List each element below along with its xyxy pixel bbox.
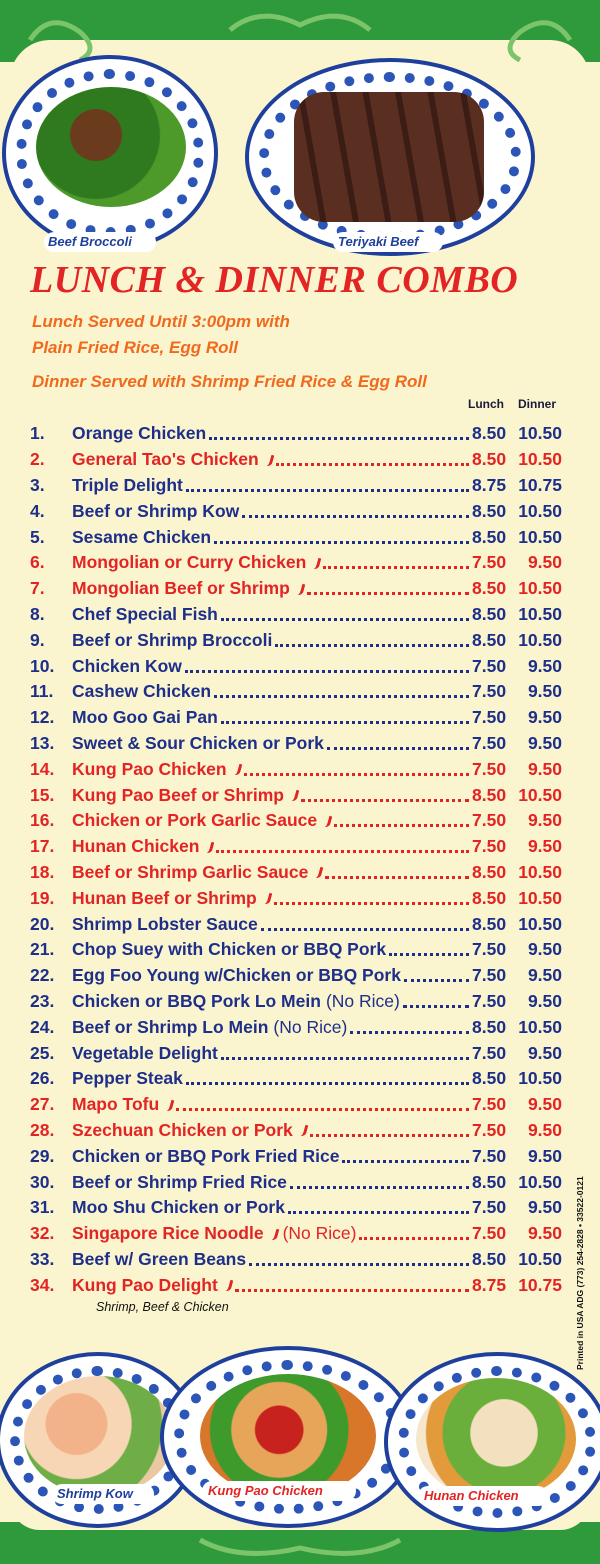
- item-name: Orange Chicken: [72, 423, 207, 444]
- menu-item-row: [30, 808, 562, 834]
- item-note: (No Rice): [282, 1223, 357, 1244]
- item-name: Hunan Beef or Shrimp: [72, 887, 257, 908]
- dot-leader: [288, 1201, 469, 1214]
- item-number: 34.: [30, 1274, 55, 1295]
- menu-item-row: [30, 1247, 562, 1273]
- menu-item-row: [30, 782, 562, 808]
- menu-item-row: [30, 834, 562, 860]
- menu-item-row: [30, 937, 562, 963]
- item-name: Singapore Rice Noodle: [72, 1223, 264, 1244]
- dot-leader: [186, 1072, 469, 1085]
- lunch-price: 8.50: [472, 449, 507, 470]
- item-name: Beef or Shrimp Kow: [72, 500, 240, 521]
- lunch-price: 7.50: [472, 707, 507, 728]
- dinner-price: 10.50: [518, 578, 562, 599]
- lunch-price: 7.50: [472, 1197, 507, 1218]
- dot-leader: [276, 453, 469, 466]
- menu-item-row: [30, 1221, 562, 1247]
- dinner-price: 9.50: [527, 1223, 562, 1244]
- menu-item-row: [30, 1014, 562, 1040]
- item-number: 14.: [30, 758, 55, 779]
- item-number: 11.: [30, 681, 54, 702]
- lunch-price: 8.50: [472, 423, 507, 444]
- dot-leader: [221, 711, 469, 724]
- item-name: Vegetable Delight: [72, 1042, 218, 1063]
- menu-item-row: [30, 1118, 562, 1144]
- dinner-price: 9.50: [527, 1119, 562, 1140]
- item-name: Mapo Tofu: [72, 1094, 160, 1115]
- dot-leader: [242, 505, 469, 518]
- dot-leader: [186, 479, 469, 492]
- dot-leader: [221, 1047, 469, 1060]
- item-name: Beef w/ Green Beans: [72, 1248, 247, 1269]
- lunch-price: 8.50: [472, 526, 507, 547]
- dinner-price: 10.50: [518, 1016, 562, 1037]
- lunch-price: 8.50: [472, 1171, 507, 1192]
- lunch-price: 7.50: [472, 965, 507, 986]
- dot-leader: [307, 582, 469, 595]
- lunch-price: 8.50: [472, 1248, 507, 1269]
- item-number: 19.: [30, 887, 55, 908]
- photo-caption-shrimp-kow: Shrimp Kow: [57, 1486, 133, 1501]
- lunch-price: 8.50: [472, 1068, 507, 1089]
- item-number: 15.: [30, 784, 55, 805]
- item-name: Triple Delight: [72, 474, 183, 495]
- lunch-price: 8.75: [472, 474, 507, 495]
- item-number: 32.: [30, 1223, 55, 1244]
- dinner-price: 9.50: [527, 1094, 562, 1115]
- item-number: 17.: [30, 836, 55, 857]
- hot-pepper-icon: [162, 1098, 175, 1112]
- column-header-lunch: Lunch: [468, 397, 504, 411]
- lunch-price: 7.50: [472, 758, 507, 779]
- lunch-price: 7.50: [472, 552, 507, 573]
- item-note: (No Rice): [325, 990, 400, 1011]
- item-number: 10.: [30, 655, 55, 676]
- dinner-price: 10.50: [518, 887, 562, 908]
- item-name: Sesame Chicken: [72, 526, 212, 547]
- item-name: Cashew Chicken: [72, 681, 212, 702]
- dinner-price: 10.50: [518, 1248, 562, 1269]
- lunch-price: 8.50: [472, 913, 507, 934]
- item-number: 20.: [30, 913, 55, 934]
- dinner-price: 9.50: [527, 758, 562, 779]
- menu-item-row: [30, 911, 562, 937]
- dinner-price: 9.50: [527, 681, 562, 702]
- dinner-price: 10.50: [518, 861, 562, 882]
- lunch-price: 7.50: [472, 1094, 507, 1115]
- dinner-price: 9.50: [527, 990, 562, 1011]
- combo-menu-list: [30, 421, 562, 1298]
- item-number: 13.: [30, 732, 55, 753]
- dinner-price: 10.50: [518, 423, 562, 444]
- item-name: Chicken Kow: [72, 655, 182, 676]
- lunch-note-line-2: Plain Fried Rice, Egg Roll: [32, 338, 238, 357]
- menu-item-row: [30, 627, 562, 653]
- item-name: Sweet & Sour Chicken or Pork: [72, 732, 324, 753]
- item-name: Kung Pao Delight: [72, 1274, 218, 1295]
- menu-item-row: [30, 1143, 562, 1169]
- item-number: 29.: [30, 1145, 55, 1166]
- item-name: General Tao's Chicken: [72, 449, 259, 470]
- dot-leader: [221, 608, 469, 621]
- dinner-price: 10.75: [518, 474, 562, 495]
- menu-item-row: [30, 550, 562, 576]
- dot-leader: [274, 892, 469, 905]
- item-name: Chicken or BBQ Pork Fried Rice: [72, 1145, 340, 1166]
- item-name: Mongolian or Curry Chicken: [72, 552, 307, 573]
- item-number: 9.: [30, 629, 45, 650]
- hot-pepper-icon: [266, 1227, 279, 1241]
- lunch-price: 7.50: [472, 1145, 507, 1166]
- item-name: Chicken or BBQ Pork Lo Mein: [72, 990, 321, 1011]
- item-name: Egg Foo Young w/Chicken or BBQ Pork: [72, 965, 401, 986]
- lunch-price: 7.50: [472, 681, 507, 702]
- menu-item-row: [30, 447, 562, 473]
- menu-item-row: [30, 498, 562, 524]
- lunch-price: 7.50: [472, 990, 507, 1011]
- item-name: Szechuan Chicken or Pork: [72, 1119, 293, 1140]
- dinner-note: Dinner Served with Shrimp Fried Rice & Egg Roll: [32, 372, 427, 391]
- dot-leader: [290, 1176, 469, 1189]
- item-name: Chicken or Pork Garlic Sauce: [72, 810, 318, 831]
- item-name: Beef or Shrimp Broccoli: [72, 629, 273, 650]
- lunch-note-line-1: Lunch Served Until 3:00pm with: [32, 312, 290, 331]
- dot-leader: [249, 1253, 469, 1266]
- menu-item-row: [30, 1066, 562, 1092]
- item-name: Chef Special Fish: [72, 603, 218, 624]
- item-name: Moo Shu Chicken or Pork: [72, 1197, 285, 1218]
- item-number: 28.: [30, 1119, 55, 1140]
- dot-leader: [176, 1098, 469, 1111]
- lunch-price: 7.50: [472, 732, 507, 753]
- menu-item-row: [30, 1195, 562, 1221]
- lunch-price: 8.50: [472, 887, 507, 908]
- lunch-price: 8.75: [472, 1274, 507, 1295]
- lunch-price: 8.50: [472, 603, 507, 624]
- dot-leader: [235, 1279, 469, 1292]
- item-number: 33.: [30, 1248, 55, 1269]
- item-number: 25.: [30, 1042, 55, 1063]
- dinner-price: 10.50: [518, 629, 562, 650]
- lunch-price: 8.50: [472, 578, 507, 599]
- item-number: 8.: [30, 603, 45, 624]
- menu-item-row: [30, 679, 562, 705]
- lunch-price: 7.50: [472, 836, 507, 857]
- dot-leader: [327, 737, 469, 750]
- item-number: 6.: [30, 552, 45, 573]
- item-number: 21.: [30, 939, 55, 960]
- hot-pepper-icon: [261, 453, 274, 467]
- dot-leader: [209, 427, 469, 440]
- dinner-price: 9.50: [527, 1197, 562, 1218]
- dot-leader: [350, 1021, 469, 1034]
- menu-item-row: [30, 885, 562, 911]
- hot-pepper-icon: [320, 814, 333, 828]
- dinner-price: 10.50: [518, 1068, 562, 1089]
- hot-pepper-icon: [259, 891, 272, 905]
- item-34-description: Shrimp, Beef & Chicken: [96, 1300, 229, 1314]
- dinner-price: 10.50: [518, 1171, 562, 1192]
- menu-item-row: [30, 602, 562, 628]
- column-header-dinner: Dinner: [518, 397, 557, 411]
- menu-item-row: [30, 731, 562, 757]
- dinner-price: 9.50: [527, 1042, 562, 1063]
- lunch-price: 8.50: [472, 784, 507, 805]
- menu-item-row: [30, 860, 562, 886]
- item-number: 22.: [30, 965, 55, 986]
- item-number: 2.: [30, 449, 45, 470]
- dot-leader: [185, 660, 469, 673]
- dinner-price: 9.50: [527, 655, 562, 676]
- hot-pepper-icon: [309, 556, 322, 570]
- menu-item-row: [30, 963, 562, 989]
- beef-broccoli-photo: [2, 55, 218, 251]
- hot-pepper-icon: [295, 1123, 308, 1137]
- dinner-price: 9.50: [527, 965, 562, 986]
- item-name: Shrimp Lobster Sauce: [72, 913, 258, 934]
- dot-leader: [389, 943, 469, 956]
- dinner-price: 9.50: [527, 1145, 562, 1166]
- dinner-price: 10.50: [518, 784, 562, 805]
- dot-leader: [275, 634, 469, 647]
- dot-leader: [310, 1124, 469, 1137]
- menu-item-row: [30, 1272, 562, 1298]
- lunch-price: 7.50: [472, 1223, 507, 1244]
- item-name: Beef or Shrimp Fried Rice: [72, 1171, 287, 1192]
- photo-caption-beef-broccoli: Beef Broccoli: [48, 234, 132, 249]
- photo-caption-teriyaki-beef: Teriyaki Beef: [338, 234, 419, 249]
- dot-leader: [404, 969, 469, 982]
- menu-item-row: [30, 1169, 562, 1195]
- dinner-price: 9.50: [527, 836, 562, 857]
- hot-pepper-icon: [287, 788, 300, 802]
- lunch-price: 8.50: [472, 500, 507, 521]
- dot-leader: [325, 866, 469, 879]
- dinner-price: 10.50: [518, 526, 562, 547]
- item-number: 30.: [30, 1171, 55, 1192]
- page-title: LUNCH & DINNER COMBO: [30, 259, 519, 301]
- menu-item-row: [30, 576, 562, 602]
- item-name: Kung Pao Chicken: [72, 758, 227, 779]
- item-number: 4.: [30, 500, 45, 521]
- item-number: 23.: [30, 990, 55, 1011]
- lunch-price: 7.50: [472, 1042, 507, 1063]
- dinner-price: 10.50: [518, 500, 562, 521]
- item-number: 3.: [30, 474, 45, 495]
- lunch-price: 8.50: [472, 629, 507, 650]
- lunch-price: 7.50: [472, 1119, 507, 1140]
- item-number: 31.: [30, 1197, 55, 1218]
- item-name: Mongolian Beef or Shrimp: [72, 578, 290, 599]
- dinner-price: 9.50: [527, 552, 562, 573]
- item-note: (No Rice): [273, 1016, 348, 1037]
- dinner-price: 10.75: [518, 1274, 562, 1295]
- hot-pepper-icon: [202, 840, 215, 854]
- lunch-price: 7.50: [472, 655, 507, 676]
- menu-item-row: [30, 756, 562, 782]
- menu-item-row: [30, 1092, 562, 1118]
- item-number: 18.: [30, 861, 55, 882]
- menu-item-row: [30, 524, 562, 550]
- menu-item-row: [30, 705, 562, 731]
- hot-pepper-icon: [220, 1278, 233, 1292]
- printed-in-usa-note: Printed in USA ADG (773) 254-2828 • 33522-0121: [575, 1176, 585, 1370]
- hot-pepper-icon: [229, 762, 242, 776]
- hot-pepper-icon: [311, 865, 324, 879]
- item-number: 27.: [30, 1094, 55, 1115]
- dinner-price: 9.50: [527, 707, 562, 728]
- item-number: 12.: [30, 707, 55, 728]
- teriyaki-beef-photo: [245, 58, 535, 256]
- item-name: Chop Suey with Chicken or BBQ Pork: [72, 939, 387, 960]
- lunch-price: 8.50: [472, 1016, 507, 1037]
- item-number: 24.: [30, 1016, 55, 1037]
- dot-leader: [342, 1150, 469, 1163]
- menu-item-row: [30, 653, 562, 679]
- dot-leader: [216, 840, 469, 853]
- dot-leader: [301, 789, 469, 802]
- menu-item-row: [30, 989, 562, 1015]
- item-name: Hunan Chicken: [72, 836, 200, 857]
- lunch-price: 7.50: [472, 939, 507, 960]
- dinner-price: 10.50: [518, 913, 562, 934]
- photo-caption-hunan-chicken: Hunan Chicken: [424, 1488, 519, 1503]
- lunch-price: 7.50: [472, 810, 507, 831]
- dinner-price: 9.50: [527, 939, 562, 960]
- item-number: 7.: [30, 578, 45, 599]
- item-name: Kung Pao Beef or Shrimp: [72, 784, 284, 805]
- dot-leader: [244, 763, 469, 776]
- item-number: 5.: [30, 526, 45, 547]
- item-name: Beef or Shrimp Garlic Sauce: [72, 861, 309, 882]
- dot-leader: [214, 531, 469, 544]
- item-number: 16.: [30, 810, 55, 831]
- menu-item-row: [30, 1040, 562, 1066]
- dinner-price: 9.50: [527, 732, 562, 753]
- item-name: Moo Goo Gai Pan: [72, 707, 218, 728]
- dinner-price: 10.50: [518, 603, 562, 624]
- dot-leader: [261, 918, 469, 931]
- dot-leader: [359, 1227, 469, 1240]
- item-number: 26.: [30, 1068, 55, 1089]
- lunch-price: 8.50: [472, 861, 507, 882]
- dot-leader: [403, 995, 469, 1008]
- photo-caption-kung-pao-chicken: Kung Pao Chicken: [208, 1483, 323, 1498]
- item-name: Beef or Shrimp Lo Mein: [72, 1016, 269, 1037]
- dinner-price: 10.50: [518, 449, 562, 470]
- dinner-price: 9.50: [527, 810, 562, 831]
- item-number: 1.: [30, 423, 45, 444]
- menu-item-row: [30, 421, 562, 447]
- dot-leader: [323, 556, 469, 569]
- item-name: Pepper Steak: [72, 1068, 183, 1089]
- dot-leader: [334, 814, 469, 827]
- hot-pepper-icon: [292, 582, 305, 596]
- dot-leader: [214, 685, 469, 698]
- menu-item-row: [30, 473, 562, 499]
